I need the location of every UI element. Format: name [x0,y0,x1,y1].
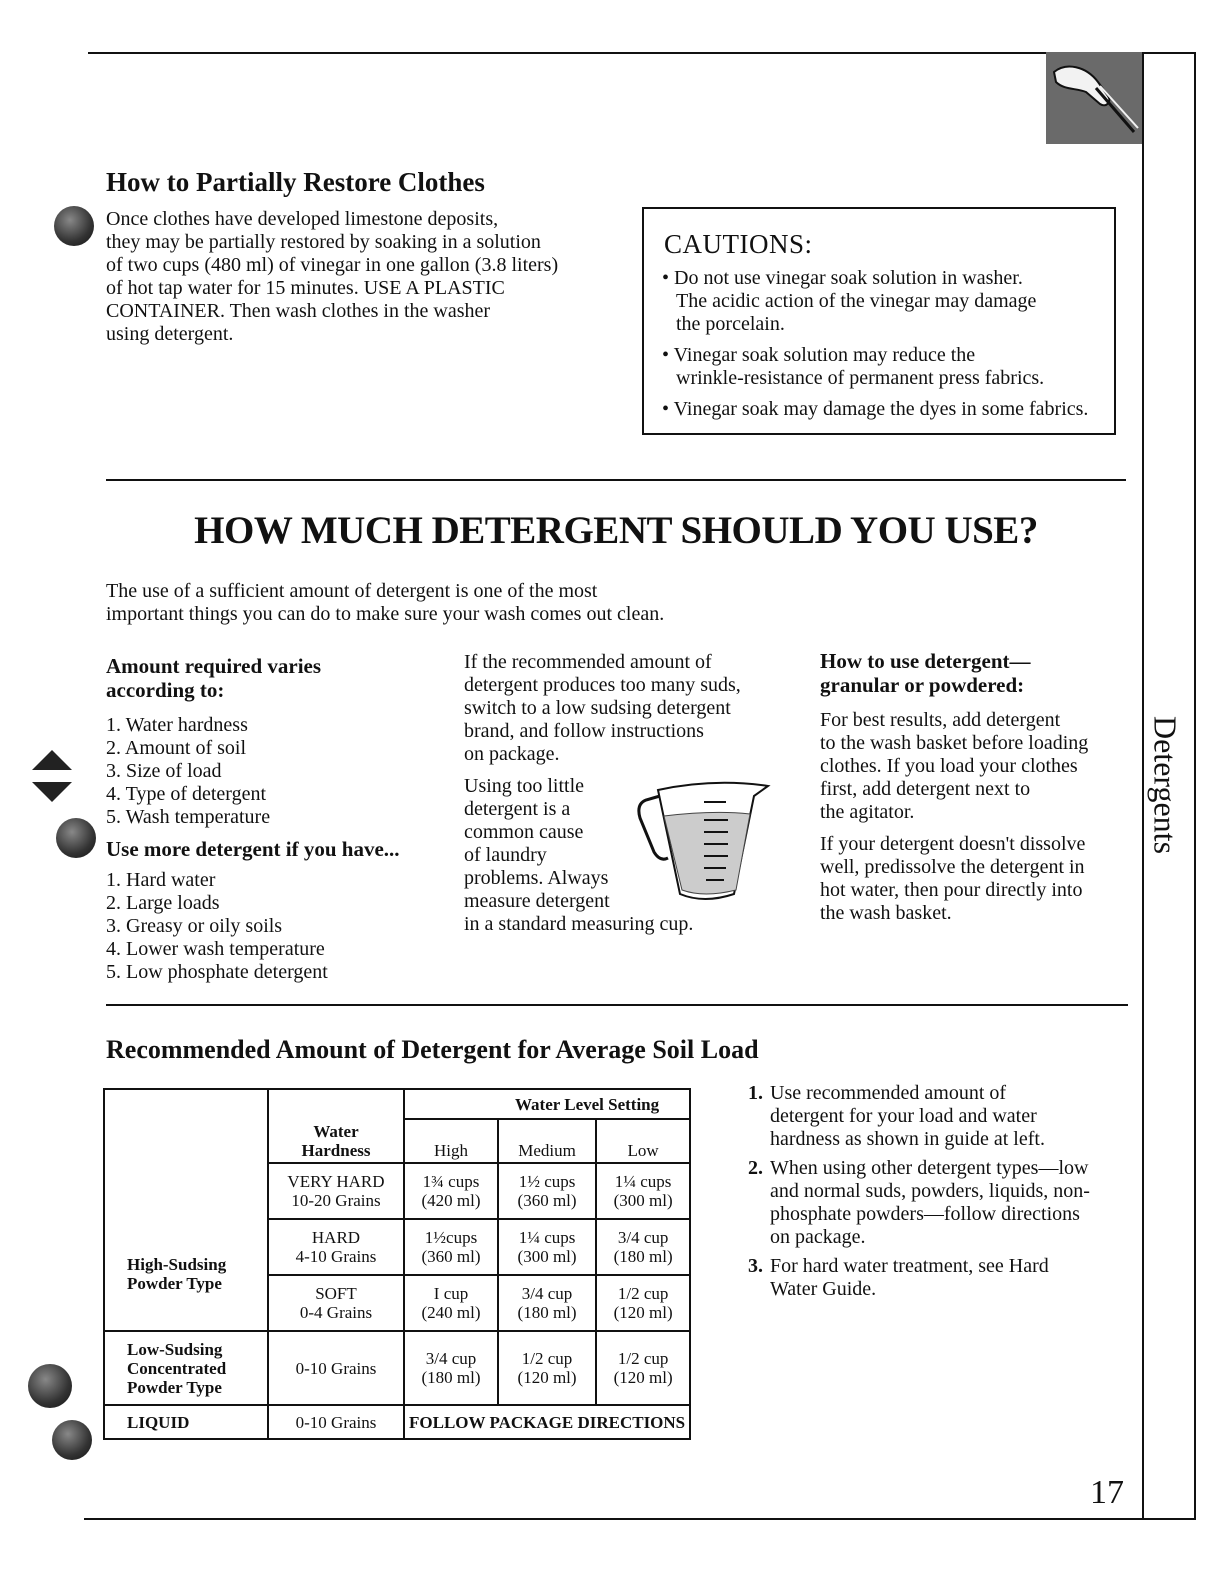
list-item: 4. Type of detergent [106,783,267,805]
text-line: CONTAINER. Then wash clothes in the washer [106,300,491,322]
text-line: of laundry [464,844,547,866]
table-notes [748,1082,1118,1301]
col1-heading: according to: [106,678,225,702]
section-tab-label: Detergents [1147,715,1184,855]
text-line: (360 ml) [517,1191,577,1210]
text-line: 3/4 cup [617,1228,669,1247]
text-line: (300 ml) [517,1247,577,1266]
table-cell-low [596,1163,690,1219]
text-line: first, add detergent next to [820,778,1031,800]
note-item [748,1082,1118,1151]
measuring-cup-icon [634,776,772,904]
text-line: using detergent. [106,323,234,345]
text-line: Low-Sudsing [127,1339,223,1359]
header-low: Low [596,1119,690,1163]
text-line: the agitator. [820,801,915,823]
header-medium: Medium [498,1119,596,1163]
column-amount-required [106,654,446,984]
text-line: brand, and follow instructions [464,720,704,742]
text-line: 3/4 cup [521,1284,573,1303]
text-line: • Vinegar soak may damage the dyes in some fabrics. [662,398,1089,420]
table-cell-type [104,1331,268,1405]
text-line: Powder Type [127,1274,222,1293]
text-line: they may be partially restored by soaking in a solution [106,231,541,253]
text-line: (360 ml) [421,1247,481,1266]
outer-right-rule [1194,52,1196,1518]
text-line: in a standard measuring cup. [464,913,694,935]
text-line: 1¼ cups [518,1228,576,1247]
table-cell-follow: FOLLOW PACKAGE DIRECTIONS [404,1405,690,1439]
cautions-title: CAUTIONS: [664,229,813,259]
text-line: to the wash basket before loading [820,732,1089,754]
text-line: on package. [464,743,560,765]
col3-heading: How to use detergent— [820,649,1031,673]
caution-item [662,267,1112,336]
text-line: For hard water treatment, see Hard [770,1255,1049,1277]
text-line: switch to a low sudsing detergent [464,697,731,719]
table-cell-medium [498,1275,596,1331]
text-line: 3/4 cup [425,1349,477,1368]
text-line: Water [313,1122,359,1141]
list-item: 2. Large loads [106,892,220,914]
note-item [748,1157,1118,1249]
top-rule [88,52,1196,54]
section-tab [1140,690,1190,880]
factors-list [106,714,446,829]
section-rule [106,479,1126,481]
arrow-down-icon [30,780,74,804]
note-number: 3. [748,1255,763,1277]
list-item: 4. Lower wash temperature [106,938,325,960]
text-line: hot water, then pour directly into [820,879,1083,901]
text-line: For best results, add detergent [820,709,1061,731]
text-line: The use of a sufficient amount of detergent is one of the most [106,580,598,602]
text-line: 1/2 cup [521,1349,573,1368]
use-more-list [106,869,446,984]
detergent-table [103,1088,691,1440]
restore-paragraph [106,208,626,346]
list-item: 2. Amount of soil [106,737,247,759]
list-item: 5. Low phosphate detergent [106,961,328,983]
cautions-list [662,267,1112,429]
text-line: well, predissolve the detergent in [820,856,1085,878]
text-line: detergent is a [464,798,571,820]
table-cell-hardness: 0-10 Grains [268,1405,404,1439]
table-heading: Recommended Amount of Detergent for Average Soil Load [106,1035,759,1064]
text-line: (180 ml) [421,1368,481,1387]
text-line: phosphate powders—follow directions [770,1203,1080,1225]
page-number: 17 [1090,1474,1124,1511]
text-line: problems. Always [464,867,609,889]
text-line: I cup [433,1284,469,1303]
text-line: 1¼ cups [614,1172,672,1191]
text-line: When using other detergent types—low [770,1157,1089,1179]
text-line: the wash basket. [820,902,952,924]
note-item [748,1255,1118,1301]
header-high: High [404,1119,498,1163]
text-line: 1½ cups [518,1172,576,1191]
column-how-to-use [820,649,1120,925]
table-cell-high [404,1163,498,1219]
text-line: HARD [311,1228,361,1247]
text-line: (300 ml) [613,1191,673,1210]
bottom-rule [84,1518,1196,1520]
text-line: (120 ml) [517,1368,577,1387]
text-line: common cause [464,821,584,843]
text-line: 1¾ cups [422,1172,480,1191]
text-line: SOFT [315,1284,357,1303]
binder-hole-icon [28,1364,72,1408]
col3-paragraph [820,833,1120,925]
text-line: (180 ml) [517,1303,577,1322]
text-line: VERY HARD [287,1172,385,1191]
text-line: If the recommended amount of [464,651,712,673]
list-item: 5. Wash temperature [106,806,271,828]
text-line: and normal suds, powders, liquids, non- [770,1180,1090,1202]
text-line: of hot tap water for 15 minutes. USE A PLASTIC [106,277,505,299]
text-line: of two cups (480 ml) of vinegar in one gallon (3.8 liters) [106,254,559,276]
table-cell-hardness [268,1163,404,1219]
section-rule [106,1004,1128,1006]
text-line: 1½cups [424,1228,478,1247]
text-line: 10-20 Grains [291,1191,381,1210]
text-line: important things you can do to make sure your wash comes out clean. [106,603,665,625]
text-line: (240 ml) [421,1303,481,1322]
text-line: The acidic action of the vinegar may damage [676,290,1037,312]
table-cell-high [404,1219,498,1275]
text-line: 0-4 Grains [299,1303,373,1322]
table-cell-type: LIQUID [104,1405,268,1439]
table-cell-medium [498,1331,596,1405]
header-water-hardness [268,1089,404,1163]
table-cell-type [104,1089,268,1331]
list-item: 1. Hard water [106,869,216,891]
col3-heading: granular or powdered: [820,673,1025,697]
intro-paragraph [106,580,806,626]
text-line: 4-10 Grains [295,1247,377,1266]
text-line: (120 ml) [613,1368,673,1387]
text-line: wrinkle-resistance of permanent press fabrics. [676,367,1045,389]
col1-heading: Amount required varies [106,654,322,678]
main-title: HOW MUCH DETERGENT SHOULD YOU USE? [194,509,1038,552]
text-line: (180 ml) [613,1247,673,1266]
restore-heading: How to Partially Restore Clothes [106,167,485,197]
text-line: Hardness [301,1141,371,1160]
text-line: Concentrated [127,1358,227,1378]
text-line: measure detergent [464,890,610,912]
binder-hole-icon [52,1420,92,1460]
text-line: 1/2 cup [617,1349,669,1368]
note-number: 1. [748,1082,763,1104]
table-cell-hardness: 0-10 Grains [268,1331,404,1405]
table-cell-low [596,1219,690,1275]
note-number: 2. [748,1157,763,1179]
text-line: Powder Type [127,1377,222,1397]
text-line: on package. [770,1226,866,1248]
text-line: Use recommended amount of [770,1082,1007,1104]
caution-item [662,344,1112,390]
text-line: (120 ml) [613,1303,673,1322]
caution-item [662,398,1112,421]
binder-hole-icon [54,206,94,246]
hand-icon [1046,52,1142,144]
text-line: detergent produces too many suds, [464,674,741,696]
text-line: Using too little [464,775,584,797]
text-line: Once clothes have developed limestone deposits, [106,208,499,230]
table-cell-medium [498,1219,596,1275]
table-cell-high [404,1275,498,1331]
text-line: High-Sudsing [127,1255,227,1274]
text-line: • Vinegar soak solution may reduce the [662,344,976,366]
text-line: (420 ml) [421,1191,481,1210]
text-line: 1/2 cup [617,1284,669,1303]
use-more-heading: Use more detergent if you have... [106,837,400,861]
text-line: • Do not use vinegar soak solution in washer. [662,267,1023,289]
cautions-box [642,207,1116,435]
table-cell-medium [498,1163,596,1219]
table-cell-low [596,1275,690,1331]
list-item: 1. Water hardness [106,714,248,736]
list-item: 3. Size of load [106,760,222,782]
col3-paragraph [820,709,1120,824]
arrow-up-icon [30,748,74,772]
table-cell-hardness [268,1219,404,1275]
text-line: hardness as shown in guide at left. [770,1128,1045,1150]
table-cell-low [596,1331,690,1405]
text-line: the porcelain. [676,313,785,335]
binder-hole-icon [56,818,96,858]
text-line: detergent for your load and water [770,1105,1037,1127]
text-line: Water Guide. [770,1278,877,1300]
header-water-level: Water Level Setting [404,1089,690,1119]
list-item: 3. Greasy or oily soils [106,915,283,937]
table-cell-high [404,1331,498,1405]
text-line: clothes. If you load your clothes [820,755,1078,777]
text-line: If your detergent doesn't dissolve [820,833,1086,855]
table-cell-hardness [268,1275,404,1331]
